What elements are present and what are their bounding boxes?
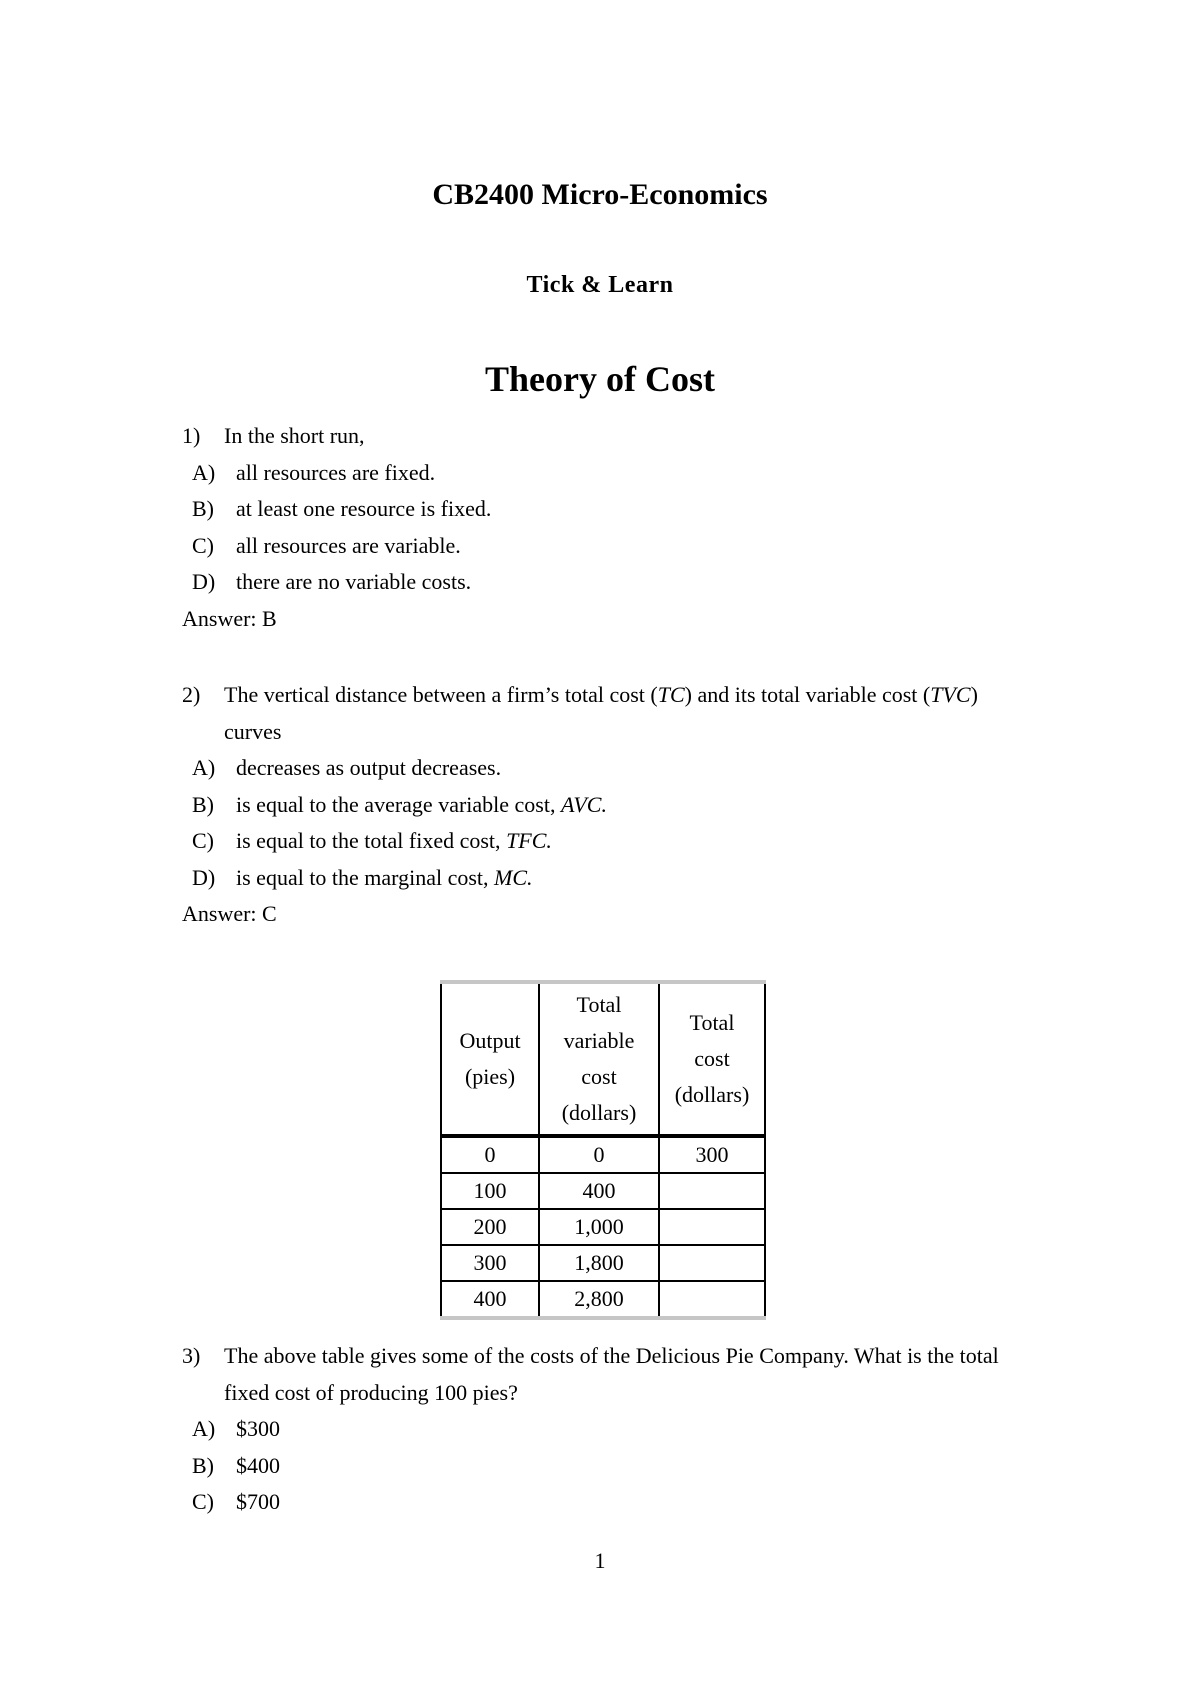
table-cell: 1,800 (539, 1245, 659, 1281)
question-text-part: ) and its total variable cost ( (684, 682, 931, 707)
header-line: Output (459, 1028, 521, 1053)
option-text: $400 (236, 1452, 280, 1478)
question-number: 2) (182, 682, 201, 707)
option-b (182, 491, 1012, 528)
question-3 (182, 1338, 1012, 1521)
option-c (182, 823, 1012, 860)
option-label: C) (192, 1489, 214, 1514)
option-text: all resources are variable. (236, 532, 461, 558)
table-cell (659, 1209, 765, 1245)
table-cell: 200 (441, 1209, 539, 1245)
question-number: 3) (182, 1343, 201, 1368)
option-a (182, 750, 1012, 787)
answer: Answer: B (182, 605, 277, 631)
page-number: 1 (594, 1548, 606, 1573)
option-label: A) (192, 459, 216, 485)
question-text-part: The vertical distance between a firm’s total cost ( (224, 682, 658, 707)
question-text: The above table gives some of the costs of the Delicious Pie Company. What is the total fixed cost of producing 100 pies? (224, 1343, 999, 1405)
option-text (236, 750, 501, 787)
option-label: B) (192, 496, 214, 521)
option-label: B) (192, 791, 214, 817)
option-text: $300 (236, 1416, 280, 1441)
page-title: Theory of Cost (485, 359, 715, 399)
option-c (182, 1484, 1012, 1521)
table-cell (659, 1245, 765, 1281)
option-text: all resources are fixed. (236, 459, 436, 485)
option-label: B) (192, 1452, 214, 1478)
table-cell: 0 (539, 1136, 659, 1173)
option-d (182, 564, 1012, 601)
table-row (441, 1136, 765, 1173)
table-row (441, 1209, 765, 1245)
header-line: (pies) (464, 1064, 516, 1089)
subtitle: Tick & Learn (526, 272, 674, 298)
table-cell: 400 (441, 1281, 539, 1318)
table-cell (659, 1173, 765, 1209)
table-cell: 0 (441, 1136, 539, 1173)
option-text (236, 860, 533, 897)
table-cell: 300 (441, 1245, 539, 1281)
table-cell: 400 (539, 1173, 659, 1209)
table-cell (659, 1281, 765, 1318)
header-line: cost (581, 1064, 617, 1089)
table-row (441, 1173, 765, 1209)
option-text-abbr: TFC. (506, 828, 552, 853)
option-b (182, 1448, 1012, 1485)
table-row (441, 1281, 765, 1318)
table-cell: 300 (659, 1136, 765, 1173)
header-total-variable-cost (539, 982, 659, 1136)
option-b (182, 787, 1012, 824)
option-text (236, 823, 552, 860)
option-label: C) (192, 532, 214, 558)
option-label: C) (192, 828, 214, 853)
option-text-main: is equal to the total fixed cost, (236, 828, 507, 853)
option-text-abbr: MC. (494, 864, 533, 890)
option-label: A) (192, 1416, 216, 1441)
question-text: In the short run, (224, 423, 365, 448)
header-total-cost (659, 982, 765, 1136)
option-text: at least one resource is fixed. (236, 496, 492, 521)
answer: Answer: C (182, 901, 277, 926)
cost-table (440, 980, 766, 1320)
table-cell: 100 (441, 1173, 539, 1209)
table-cell: 1,000 (539, 1209, 659, 1245)
option-text-abbr: AVC. (560, 791, 607, 817)
option-a (182, 1411, 1012, 1448)
question-text-abbr: TVC (930, 682, 971, 707)
question-text (224, 677, 1012, 750)
option-a (182, 455, 1012, 492)
header-line: cost (694, 1046, 730, 1071)
option-text: there are no variable costs. (236, 569, 472, 594)
question-number: 1) (182, 423, 201, 448)
option-text: $700 (236, 1489, 280, 1514)
question-1 (182, 418, 1012, 637)
option-text (236, 787, 607, 824)
header-line: variable (563, 1028, 635, 1053)
header-output (441, 982, 539, 1136)
table-cell: 2,800 (539, 1281, 659, 1318)
option-text-main: decreases as output decreases. (236, 755, 502, 780)
header-line: (dollars) (561, 1100, 637, 1125)
table-row (441, 1245, 765, 1281)
option-label: A) (192, 755, 216, 780)
option-label: D) (192, 569, 216, 594)
table-header-row (441, 982, 765, 1136)
header-line: (dollars) (674, 1082, 750, 1107)
option-c (182, 528, 1012, 565)
course-title: CB2400 Micro-Economics (432, 178, 768, 211)
option-label: D) (192, 864, 216, 890)
option-text-main: is equal to the marginal cost, (236, 864, 495, 890)
option-d (182, 860, 1012, 897)
header-line: Total (689, 1010, 735, 1035)
question-text-abbr: TC (657, 682, 685, 707)
question-2 (182, 677, 1012, 933)
option-text-main: is equal to the average variable cost, (236, 791, 561, 817)
header-line: Total (576, 992, 622, 1017)
question-text-part: ) curves (224, 682, 978, 744)
